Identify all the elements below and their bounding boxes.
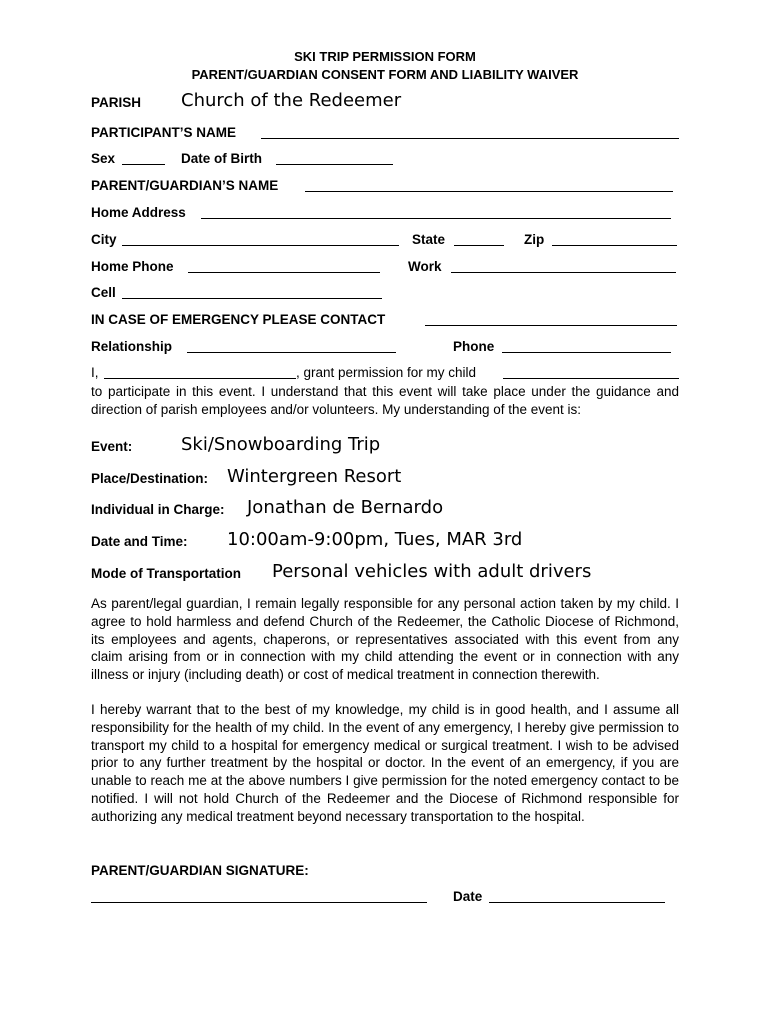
individual-value[interactable]: Jonathan de Bernardo — [247, 497, 444, 518]
sex-dob-row — [91, 151, 681, 171]
dob-label: Date of Birth — [181, 151, 262, 166]
city-state-zip-row — [91, 232, 681, 252]
work-label: Work — [408, 259, 442, 274]
relationship-phone-row — [91, 339, 681, 359]
dob-field[interactable] — [276, 164, 393, 165]
consent-parent-name-field[interactable] — [104, 378, 296, 379]
parent-name-field[interactable] — [305, 191, 673, 192]
form-title: SKI TRIP PERMISSION FORM — [294, 49, 476, 64]
transport-value[interactable]: Personal vehicles with adult drivers — [272, 561, 592, 582]
participant-name-label: PARTICIPANT’S NAME — [91, 125, 236, 140]
individual-row — [91, 497, 681, 522]
home-address-row — [91, 205, 681, 225]
datetime-label: Date and Time: — [91, 534, 188, 549]
home-phone-field[interactable] — [188, 272, 380, 273]
consent-child-name-field[interactable] — [503, 378, 679, 379]
datetime-value[interactable]: 10:00am-9:00pm, Tues, MAR 3rd — [227, 529, 523, 550]
parent-name-label: PARENT/GUARDIAN’S NAME — [91, 178, 279, 193]
consent-body: to participate in this event. I understand that this event will take place under the guidance and direction of parish employees and/or volunteers. My understanding of the event is: — [91, 384, 679, 417]
event-value[interactable]: Ski/Snowboarding Trip — [181, 434, 381, 455]
parish-value[interactable]: Church of the Redeemer — [181, 90, 402, 111]
consent-grant-text: , grant permission for my child — [296, 365, 477, 380]
form-subtitle: PARENT/GUARDIAN CONSENT FORM AND LIABILITY WAIVER — [191, 67, 579, 82]
sex-label: Sex — [91, 151, 116, 166]
relationship-field[interactable] — [187, 352, 396, 353]
place-value[interactable]: Wintergreen Resort — [227, 466, 402, 487]
cell-row — [91, 285, 681, 305]
transport-row — [91, 561, 681, 586]
relationship-label: Relationship — [91, 339, 173, 354]
state-label: State — [412, 232, 446, 247]
state-field[interactable] — [454, 245, 504, 246]
individual-label: Individual in Charge: — [91, 502, 225, 517]
work-field[interactable] — [451, 272, 676, 273]
parish-label: PARISH — [91, 95, 142, 110]
home-address-label: Home Address — [91, 205, 186, 220]
participant-name-field[interactable] — [261, 138, 679, 139]
place-row — [91, 466, 681, 491]
event-label: Event: — [91, 439, 133, 454]
emergency-row — [91, 312, 681, 332]
sex-field[interactable] — [122, 164, 165, 165]
signature-row — [91, 889, 681, 909]
transport-label: Mode of Transportation — [91, 566, 241, 581]
signature-label-row — [91, 863, 681, 883]
city-label: City — [91, 232, 117, 247]
event-row — [91, 434, 681, 459]
emergency-label: IN CASE OF EMERGENCY PLEASE CONTACT — [91, 312, 386, 327]
cell-field[interactable] — [122, 298, 382, 299]
signature-date-field[interactable] — [489, 902, 665, 903]
zip-field[interactable] — [552, 245, 677, 246]
phone-work-row — [91, 259, 681, 279]
phone-label: Phone — [453, 339, 495, 354]
home-address-field[interactable] — [201, 218, 671, 219]
signature-label: PARENT/GUARDIAN SIGNATURE: — [91, 863, 309, 878]
place-label: Place/Destination: — [91, 471, 209, 486]
cell-label: Cell — [91, 285, 116, 300]
city-field[interactable] — [122, 245, 399, 246]
date-label: Date — [453, 889, 483, 904]
waiver-paragraph-1: As parent/legal guardian, I remain legally responsible for any personal action taken by my child. I agree to hold harmless and defend Church of the Redeemer, the Catholic Diocese of Richmond, its employees and agents, chaperons, or representatives associated with this event from any claim arising from or in connection with my child attending the event or in connection with any illness or injury (including death) or cost of medical treatment in connection therewith. — [91, 596, 679, 683]
datetime-row — [91, 529, 681, 554]
home-phone-label: Home Phone — [91, 259, 174, 274]
phone-field[interactable] — [502, 352, 671, 353]
participant-name-row — [91, 125, 681, 145]
zip-label: Zip — [524, 232, 545, 247]
parish-row — [91, 90, 681, 115]
signature-field[interactable] — [91, 902, 427, 903]
consent-row — [91, 365, 681, 385]
emergency-field[interactable] — [425, 325, 677, 326]
consent-i-prefix: I, — [91, 365, 99, 380]
waiver-paragraph-2: I hereby warrant that to the best of my knowledge, my child is in good health, and I assume all responsibility for the health of my child. In the event of any emergency, I hereby give permission to transport my child to a hospital for emergency medical or surgical treatment. I wish to be advised prior to any further treatment by the hospital or doctor. In the event of an emergency, if you are unable to reach me at the above numbers I give permission for the noted emergency contact to be notified. I will not hold Church of the Redeemer and the Diocese of Richmond responsible for authorizing any medical treatment beyond necessary transportation to the hospital. — [91, 702, 679, 824]
parent-name-row — [91, 178, 681, 198]
